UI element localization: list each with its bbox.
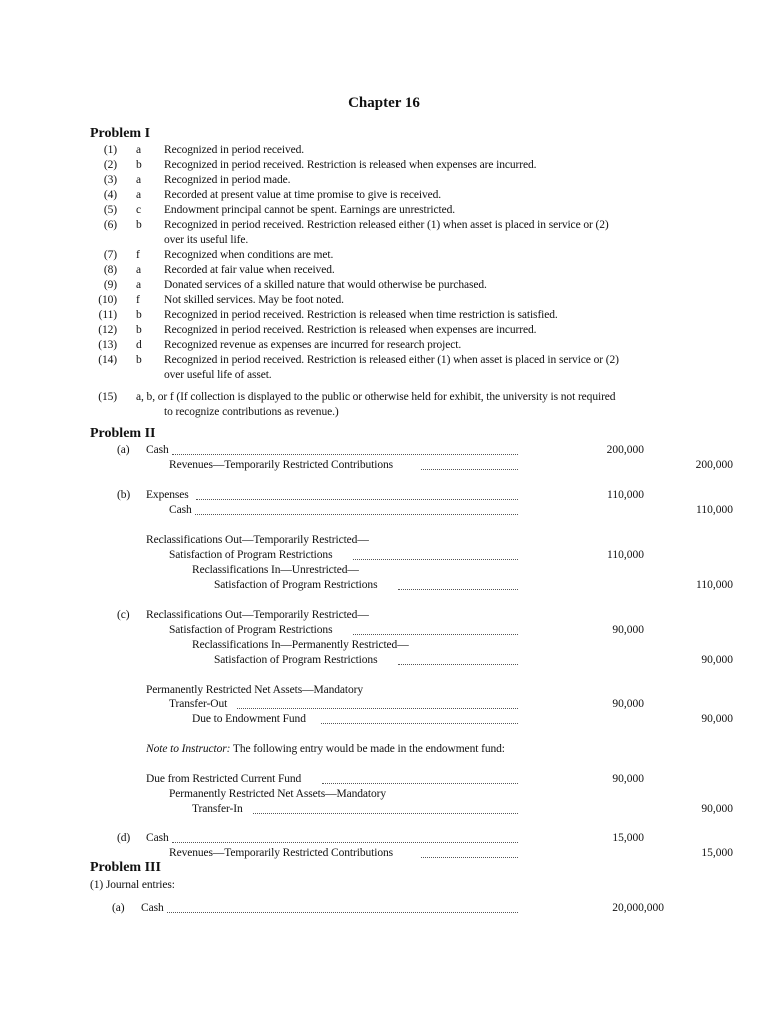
account-line: Reclassifications Out—Temporarily Restricted— [146,534,369,546]
item-number: (1) [103,144,117,156]
debit-amount: 110,000 [607,549,644,561]
item-answer: b [136,309,142,321]
item-number: (10) [98,294,117,306]
item-text-continued: over useful life of asset. [164,369,272,381]
item-text: Recognized in period received. Restriction is released when expenses are incurred. [164,324,537,336]
account-line: Cash [141,902,164,914]
account-line: Transfer-In [192,803,243,815]
instructor-note [146,742,505,756]
entry-label-a: (a) [117,444,130,456]
problem-3-heading: Problem III [90,860,161,875]
item-answer: f [136,249,140,261]
item-number: (11) [98,309,117,321]
credit-amount: 90,000 [701,654,733,666]
leader-dots [196,499,518,500]
account-line: Satisfaction of Program Restrictions [169,624,333,636]
account-line: Transfer-Out [169,698,228,710]
item-number: (12) [98,324,117,336]
item-text: Recognized in period made. [164,174,291,186]
item-text-continued: to recognize contributions as revenue.) [164,406,339,418]
note-text: The following entry would be made in the endowment fund: [230,743,505,755]
item-text: Recognized in period received. [164,144,305,156]
item-answer: b [136,324,142,336]
debit-amount: 90,000 [612,624,644,636]
debit-amount: 15,000 [612,832,644,844]
account-line: Permanently Restricted Net Assets—Mandatory [146,684,364,696]
item-text-continued: over its useful life. [164,234,249,246]
item-answer: a [136,279,142,291]
account-line: Reclassifications In—Permanently Restricted— [192,639,409,651]
note-label: Note to Instructor: [146,743,231,755]
account-line: Due to Endowment Fund [192,713,306,725]
item-text: a, b, or f (If collection is displayed to the public or otherwise held for exhibit, the university is not required [136,391,616,403]
leader-dots [167,912,518,913]
account-line: Reclassifications In—Unrestricted— [192,564,359,576]
item-text: Endowment principal cannot be spent. Earnings are unrestricted. [164,204,456,216]
leader-dots [172,454,518,455]
item-text: Donated services of a skilled nature that would otherwise be purchased. [164,279,487,291]
problem-1-heading: Problem I [90,126,151,141]
leader-dots [195,514,518,515]
debit-amount: 20,000,000 [612,902,664,914]
leader-dots [398,589,518,590]
account-line: Expenses [146,489,189,501]
credit-amount: 15,000 [701,847,733,859]
account-line: Cash [146,832,169,844]
item-answer: f [136,294,140,306]
entry-label-c: (c) [117,609,130,621]
item-text: Recorded at fair value when received. [164,264,335,276]
account-line: Revenues—Temporarily Restricted Contributions [169,847,394,859]
account-line: Satisfaction of Program Restrictions [214,654,378,666]
credit-amount: 90,000 [701,803,733,815]
leader-dots [322,783,518,784]
item-text: Recognized in period received. Restriction is released when expenses are incurred. [164,159,537,171]
leader-dots [421,469,518,470]
account-line: Satisfaction of Program Restrictions [214,579,378,591]
item-answer: b [136,219,142,231]
item-answer: d [136,339,142,351]
problem-2-heading: Problem II [90,426,156,441]
account-line: Revenues—Temporarily Restricted Contributions [169,459,394,471]
journal-entries-label: (1) Journal entries: [90,879,175,891]
leader-dots [398,664,518,665]
entry-label-a: (a) [112,902,125,914]
leader-dots [421,857,518,858]
debit-amount: 90,000 [612,773,644,785]
item-answer: a [136,174,142,186]
item-text: Recognized in period received. Restriction released either (1) when asset is placed in service or (2) [164,219,609,231]
item-number: (8) [103,264,117,276]
leader-dots [353,559,518,560]
item-answer: b [136,159,142,171]
leader-dots [353,634,518,635]
item-text: Recognized in period received. Restriction is released either (1) when asset is placed in service or (2) [164,354,619,366]
item-answer: a [136,264,142,276]
account-line: Cash [146,444,169,456]
item-text: Recorded at present value at time promise to give is received. [164,189,442,201]
debit-amount: 90,000 [612,698,644,710]
chapter-title: Chapter 16 [348,95,420,111]
item-text: Not skilled services. May be foot noted. [164,294,344,306]
item-number: (5) [103,204,117,216]
item-number: (3) [103,174,117,186]
item-number: (13) [98,339,117,351]
account-line: Reclassifications Out—Temporarily Restricted— [146,609,369,621]
account-line: Due from Restricted Current Fund [146,773,302,785]
item-number: (9) [103,279,117,291]
item-number: (7) [103,249,117,261]
entry-label-d: (d) [117,832,131,844]
entry-label-b: (b) [117,489,131,501]
item-number: (4) [103,189,117,201]
account-line: Satisfaction of Program Restrictions [169,549,333,561]
leader-dots [321,723,518,724]
debit-amount: 110,000 [607,489,644,501]
credit-amount: 110,000 [696,579,733,591]
debit-amount: 200,000 [606,444,644,456]
leader-dots [237,708,518,709]
item-text: Recognized when conditions are met. [164,249,334,261]
item-number: (15) [98,391,117,403]
leader-dots [253,813,518,814]
item-answer: c [136,204,142,216]
credit-amount: 200,000 [695,459,733,471]
account-line: Cash [169,504,192,516]
item-answer: a [136,144,142,156]
item-number: (14) [98,354,117,366]
item-text: Recognized revenue as expenses are incurred for research project. [164,339,462,351]
account-line: Permanently Restricted Net Assets—Mandatory [169,788,387,800]
leader-dots [172,842,518,843]
item-answer: a [136,189,142,201]
item-number: (2) [103,159,117,171]
item-text: Recognized in period received. Restriction is released when time restriction is satisfied. [164,309,558,321]
credit-amount: 90,000 [701,713,733,725]
item-answer: b [136,354,142,366]
item-number: (6) [103,219,117,231]
credit-amount: 110,000 [696,504,733,516]
